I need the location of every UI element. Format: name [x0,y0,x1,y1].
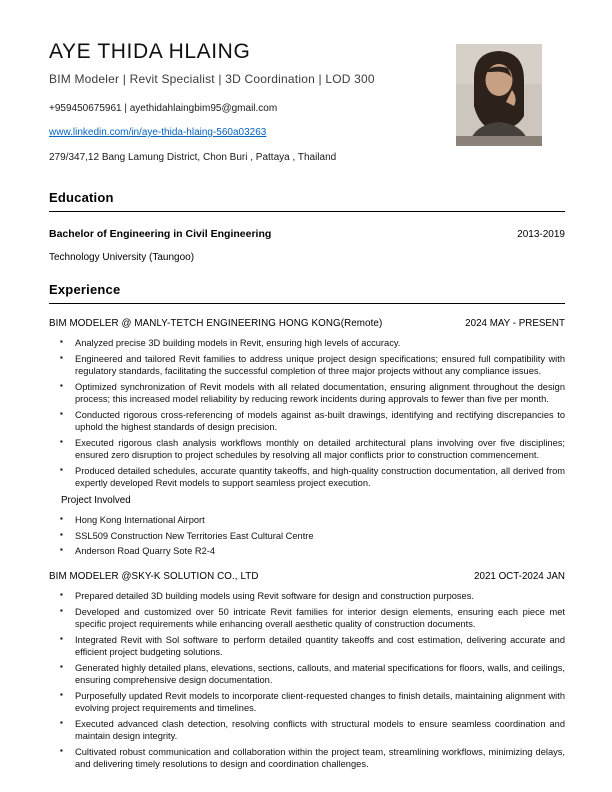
linkedin-link[interactable]: www.linkedin.com/in/aye-thida-hlaing-560a03263 [49,127,267,138]
job-bullet: ▪ Developed and customized over 50 intricate Revit families for interior design elements, ensuring each piece met specific project requirements while enhancing overall aesthetic quality of construction documents. [59,606,565,631]
education-dates: 2013-2019 [517,229,565,240]
contact-line: +959450675961 | ayethidahlaingbim95@gmail.com [49,103,278,114]
job-title: BIM MODELER @ MANLY-TETCH ENGINEERING HONG KONG(Remote) [49,318,383,329]
address-line: 279/347,12 Bang Lamung District, Chon Buri , Pattaya , Thailand [49,152,337,163]
profile-photo-image [456,44,542,146]
person-name: AYE THIDA HLAING [49,40,251,63]
profile-photo [456,44,542,146]
job-bullet: ▪ Produced detailed schedules, accurate quantity takeoffs, and high-quality construction documentation, all derived from expertly developed Revit models to support seamless project execution. [59,465,565,490]
education-entry [49,228,565,240]
job-dates: 2021 OCT-2024 JAN [474,571,565,583]
job-bullet: ▪ Prepared detailed 3D building models using Revit software for design and construction purposes. [59,590,565,602]
job-bullet: ▪ Optimized synchronization of Revit models with all related documentation, ensuring alignment throughout the design process; this increased model reliability by reducing rework incidents during approvals to fewer than five per month. [59,381,565,406]
job-bullet: ▪ Engineered and tailored Revit families to address unique project design specifications; ensured full compatibility with regulatory standards, facilitating the successful completion of three major projects without any compliance issues. [59,353,565,378]
job-title: BIM MODELER @SKY-K SOLUTION CO., LTD [49,571,259,583]
project-list [59,514,565,557]
projects-heading: Project Involved [61,495,131,507]
job-bullet-list [59,590,565,770]
job-bullet: ▪ Cultivated robust communication and collaboration within the project team, streamlining workflows, minimizing delays, and delivering timely resolutions to design and coordination challenges. [59,746,565,771]
resume-header [49,40,565,163]
school-name: Technology University (Taungoo) [49,252,195,263]
project-item: ▪ Hong Kong International Airport [59,514,565,526]
degree-title: Bachelor of Engineering in Civil Engineering [49,228,272,240]
job-bullet: ▪ Purposefully updated Revit models to incorporate client-requested changes to finish details, maintaining alignment with evolving project requirements and timelines. [59,690,565,715]
job-bullet: ▪ Conducted rigorous cross-referencing of models against as-built drawings, identifying and rectifying discrepancies to uphold the highest standards of design precision. [59,409,565,434]
experience-heading: Experience [49,282,565,304]
experience-section [49,282,565,771]
job-bullet: ▪ Generated highly detailed plans, elevations, sections, callouts, and material specifications for floors, walls, and ceilings, ensuring comprehensive design documentation. [59,662,565,687]
project-item: ▪ Anderson Road Quarry Sote R2-4 [59,545,565,557]
job-bullet: ▪ Executed advanced clash detection, resolving conflicts with structural models to ensure seamless coordination and maintain design integrity. [59,718,565,743]
project-item: ▪ SSL509 Construction New Territories East Cultural Centre [59,530,565,542]
education-heading: Education [49,190,565,212]
job-header [49,571,565,582]
job-bullet-list [59,337,565,489]
job-bullet: ▪ Executed rigorous clash analysis workflows monthly on detailed architectural plans involving over five disciplines; ensured zero disruption to project schedules by resolving all major conflicts prior to construction commencement. [59,437,565,462]
job-dates: 2024 MAY - PRESENT [465,318,565,329]
education-section [49,190,565,263]
job-bullet: ▪ Analyzed precise 3D building models in Revit, ensuring high levels of accuracy. [59,337,565,349]
job-header [49,318,565,329]
job-bullet: ▪ Integrated Revit with Sol software to perform detailed quantity takeoffs and cost estimation, delivering accurate and efficient project budgeting solutions. [59,634,565,659]
professional-title: BIM Modeler | Revit Specialist | 3D Coordination | LOD 300 [49,72,375,86]
